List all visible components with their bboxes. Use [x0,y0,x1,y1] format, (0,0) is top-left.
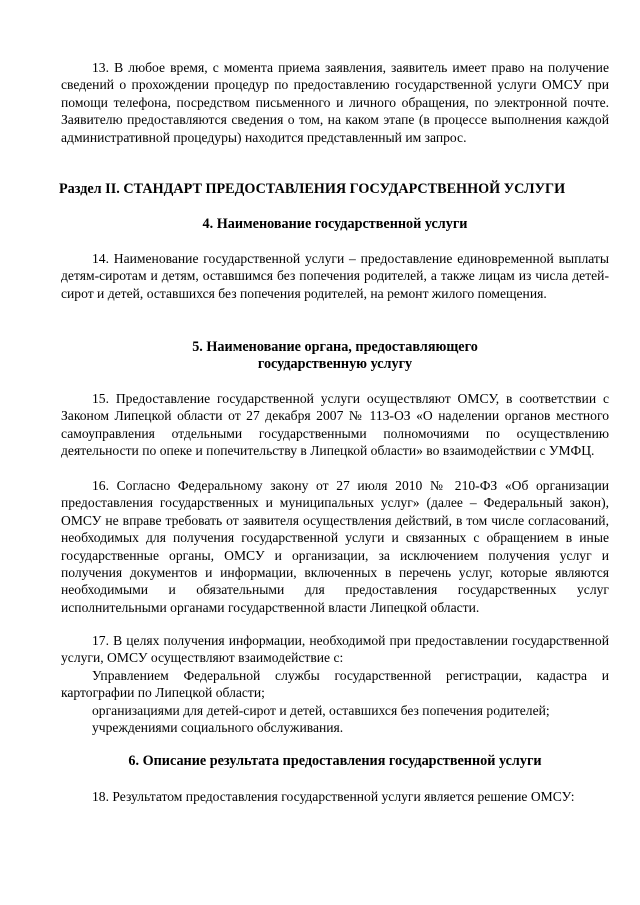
paragraph-17-item-3: учреждениями социального обслуживания. [92,720,344,735]
paragraph-15: 15. Предоставление государственной услуги осуществляют ОМСУ, в соответствии с Законом Липецкой области от 27 декабря 2007 № 113-ОЗ «О наделении органов местного самоуправления отдельными государственными полномочиями по осуществлению деятельности по опеке и попечительству в Липецкой области» во взаимодействии с УМФЦ. [61,391,609,459]
paragraph-17-item-2: организациями для детей-сирот и детей, оставшихся без попечения родителей; [92,703,550,718]
section-2-title: Раздел II. СТАНДАРТ ПРЕДОСТАВЛЕНИЯ ГОСУДАРСТВЕННОЙ УСЛУГИ [59,181,566,197]
paragraph-18: 18. Результатом предоставления государственной услуги является решение ОМСУ: [92,789,575,804]
heading-6: 6. Описание результата предоставления государственной услуги [128,753,542,769]
paragraph-14: 14. Наименование государственной услуги – предоставление единовременной выплаты детям-сиротам и детям, оставшимся без попечения родителей, а также лицам из числа детей-сирот и детей, оставшихся без попечения родителей, на ремонт жилого помещения. [61,251,609,301]
heading-5-line2: государственную услугу [257,356,413,372]
paragraph-16: 16. Согласно Федеральному закону от 27 июля 2010 № 210-ФЗ «Об организации предоставления государственных и муниципальных услуг» (далее – Федеральный закон), ОМСУ не вправе требовать от заявителя осуществления действий, в том числе согласований, необходимых для получения государственной услуги и связанных с обращением в иные государственные органы, ОМСУ и организации, за исключением получения услуг и получения документов и информации, включенных в перечень услуг, которые являются необходимыми и обязательными для предоставления государственных услуг исполнительными органами государственной власти Липецкой области. [61,478,609,615]
paragraph-13: 13. В любое время, с момента приема заявления, заявитель имеет право на получение сведений о прохождении процедур по предоставлению государственной услуги ОМСУ при помощи телефона, посредством письменного и личного обращения, по электронной почте. Заявителю предоставляются сведения о том, на каком этапе (в процессе выполнения каждой административной процедуры) находится представленный им запрос. [61,60,609,145]
paragraph-17-item-1: Управлением Федеральной службы государственной регистрации, кадастра и картографии по Липецкой области; [61,668,609,701]
paragraph-17: 17. В целях получения информации, необходимой при предоставлении государственной услуги, ОМСУ осуществляют взаимодействие с: [61,633,609,666]
heading-5-line1: 5. Наименование органа, предоставляющего [192,339,478,355]
heading-4: 4. Наименование государственной услуги [202,216,468,232]
